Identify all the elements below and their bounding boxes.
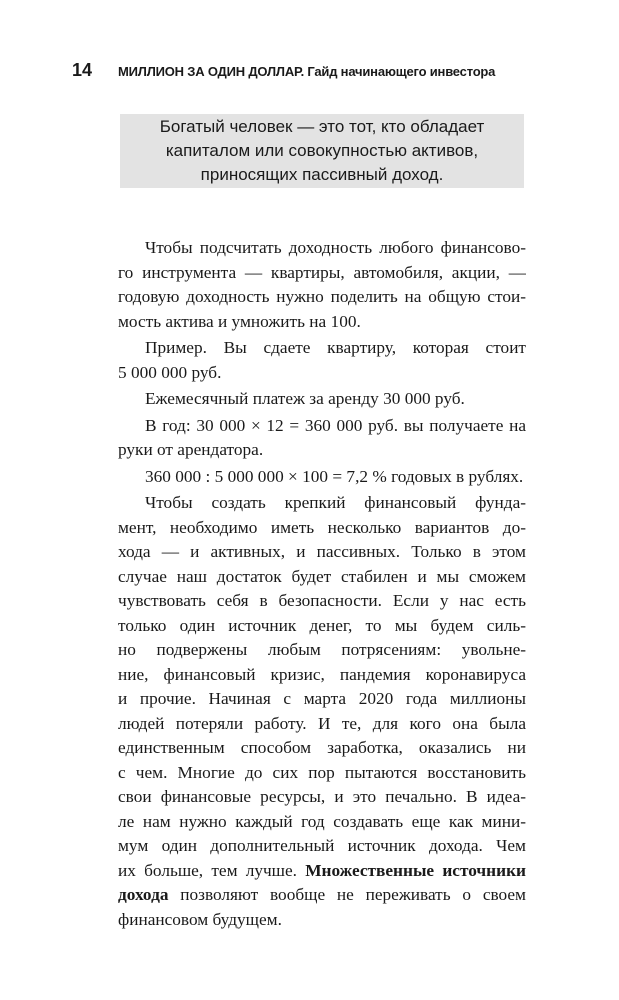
bold-term: дохода xyxy=(118,885,169,904)
text-line: и прочие. Начиная с марта 2020 года миллионы xyxy=(118,689,526,708)
text-line: Пример. Вы сдаете квартиру, которая стоит xyxy=(145,338,526,357)
text-line: 5 000 000 руб. xyxy=(118,362,222,382)
text-line: финансовом будущем. xyxy=(118,909,282,929)
text-line: Чтобы создать крепкий финансовый фунда- xyxy=(145,493,526,512)
text-line: людей потеряли работу. И те, для кого она была xyxy=(118,713,526,733)
text-line: мум один дополнительный источник дохода. Чем xyxy=(118,836,526,855)
text-line: Ежемесячный платеж за аренду 30 000 руб. xyxy=(145,389,465,408)
text-line: ние, финансовый кризис, пандемия коронавируса xyxy=(118,664,526,684)
text-line: 360 000 : 5 000 000 × 100 = 7,2 % годовых в рублях. xyxy=(145,466,524,486)
text-line: чувствовать себя в безопасности. Если у нас есть xyxy=(118,591,526,610)
bold-term: Множественные источники xyxy=(305,860,526,880)
text-line: единственным способом заработка, оказались ни xyxy=(118,738,526,757)
callout-line: Богатый человек — это тот, кто обладает xyxy=(159,117,485,136)
text-run: их больше, тем лучше. xyxy=(118,860,306,880)
text-line: хода — и активных, и пассивных. Только в этом xyxy=(118,542,526,561)
text-line: руки от арендатора. xyxy=(118,440,264,459)
running-title: МИЛЛИОН ЗА ОДИН ДОЛЛАР. Гайд начинающего инвестора xyxy=(118,64,496,79)
text-line: мент, необходимо иметь несколько вариантов до- xyxy=(118,517,526,537)
text-line: но подвержены любым потрясениям: увольне- xyxy=(118,640,526,659)
body-text xyxy=(118,236,526,932)
text-line: ле нам нужно каждый год создавать еще как мини- xyxy=(118,811,526,831)
callout-line: приносящих пассивный доход. xyxy=(200,165,444,184)
text-line xyxy=(118,859,526,884)
text-line: мость актива и умножить на 100. xyxy=(118,311,361,331)
text-line: годовую доходность нужно поделить на общую стои- xyxy=(118,287,526,306)
page-header xyxy=(72,60,552,88)
text-line: случае наш достаток будет стабилен и мы сможем xyxy=(118,566,526,586)
text-line: свои финансовые ресурсы, и это печально. В идеа- xyxy=(118,787,526,806)
callout-line: капиталом или совокупностью активов, xyxy=(165,141,479,160)
text-line: с чем. Многие до сих пор пытаются восстановить xyxy=(118,762,526,782)
text-line: только один источник денег, то мы будем силь- xyxy=(118,615,526,635)
text-line: го инструмента — квартиры, автомобиля, акции, — xyxy=(118,262,526,282)
page-number: 14 xyxy=(72,60,93,80)
text-line: Чтобы подсчитать доходность любого финансово- xyxy=(145,238,526,257)
text-line xyxy=(118,883,526,908)
callout-box xyxy=(120,114,524,188)
text-run: позволяют вообще не переживать о своем xyxy=(168,885,526,904)
text-line: В год: 30 000 × 12 = 360 000 руб. вы получаете на xyxy=(145,415,526,435)
